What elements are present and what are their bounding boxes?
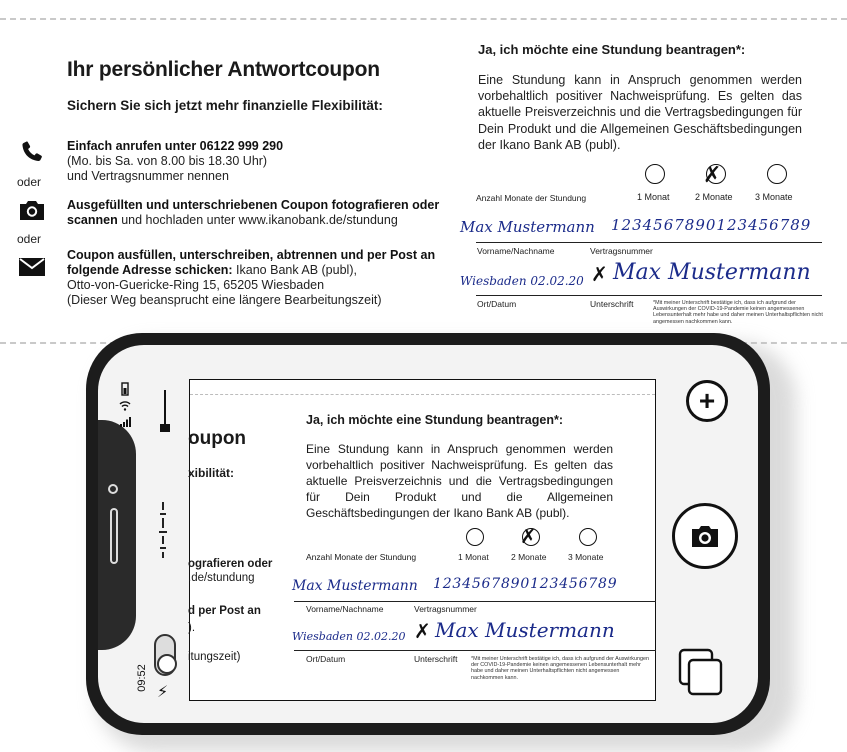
preview-option-3: 3 Monate [568, 552, 604, 562]
preview-radio-3 [579, 528, 597, 546]
camera-mode-wheel[interactable] [156, 500, 170, 560]
flash-icon[interactable]: ⚡ [157, 684, 169, 701]
name-line [476, 242, 822, 243]
preview-place-date-handwritten: Wiesbaden 02.02.20 [292, 630, 406, 643]
preview-signature-handwritten: Max Mustermann [435, 618, 615, 642]
phone-hours: (Mo. bis Sa. von 8.00 bis 18.30 Uhr) [67, 154, 268, 168]
preview-name-line [294, 601, 656, 602]
preview-fragment-subtitle: xibilität: [188, 466, 235, 480]
months-label: Anzahl Monate der Stundung [476, 193, 587, 203]
phone-icon [18, 138, 46, 166]
zoom-slider-handle[interactable] [160, 424, 170, 432]
camera-icon [18, 196, 46, 224]
preview-cut-line [190, 394, 655, 395]
preview-name-caption: Vorname/Nachname [306, 604, 384, 614]
place-date-handwritten: Wiesbaden 02.02.20 [460, 274, 584, 288]
preview-option-2: 2 Monate [511, 552, 547, 562]
phone-contact-block [67, 139, 283, 184]
preview-option-1: 1 Monat [458, 552, 489, 562]
preview-fragment-note: itungszeit) [188, 651, 241, 663]
phone-line: Einfach anrufen unter 06122 999 290 [67, 139, 284, 153]
photo-upload-url: und hochladen unter www.ikanobank.de/stundung [117, 213, 398, 227]
oder-label-1: oder [17, 175, 42, 189]
preview-signature-caption: Unterschrift [414, 654, 458, 664]
signature-handwritten: Max Mustermann [613, 260, 811, 285]
mail-address: Otto-von-Guericke-Ring 15, 65205 Wiesbaden [67, 278, 325, 292]
option-label-2: 2 Monate [695, 192, 733, 202]
photo-video-toggle[interactable] [154, 634, 176, 676]
coupon-title: Ihr persönlicher Antwortcoupon [67, 58, 380, 81]
form-heading: Ja, ich möchte eine Stundung beantragen*: [478, 42, 746, 57]
mail-line: Coupon ausfüllen, unterschreiben, abtrennen und per Post an [67, 248, 436, 262]
gallery-icon[interactable] [678, 648, 724, 698]
signal-icon [119, 416, 131, 428]
battery-icon [120, 382, 130, 396]
preview-signature-line [294, 650, 656, 651]
place-date-caption: Ort/Datum [477, 299, 517, 309]
preview-fragment-mail: d per Post an [188, 605, 261, 617]
preview-fragment-photo: ografieren oder [188, 558, 273, 570]
checked-x-mark: ✗ [703, 162, 722, 187]
preview-name-handwritten: Max Mustermann [292, 578, 418, 594]
photo-line: Ausgefüllten und unterschriebenen Coupon fotografieren oder [67, 198, 440, 212]
cut-line-top [0, 18, 847, 20]
signature-line [476, 295, 822, 296]
mail-post-block [67, 248, 435, 308]
plus-icon[interactable]: + [686, 380, 728, 422]
preview-signature-x: ✗ [414, 621, 431, 643]
phone-note: und Vertragsnummer nennen [67, 169, 229, 183]
signature-x-mark: ✗ [591, 264, 608, 286]
name-caption: Vorname/Nachname [477, 246, 555, 256]
mail-icon [18, 253, 46, 281]
camera-preview [189, 379, 656, 701]
signature-caption: Unterschrift [590, 299, 634, 309]
contract-caption: Vertragsnummer [590, 246, 653, 256]
preview-fragment-title: oupon [188, 428, 247, 449]
preview-fragment-url: .de/stundung [188, 572, 255, 584]
photo-scan-word: scannen [67, 213, 118, 227]
preview-form-heading: Ja, ich möchte eine Stundung beantragen*: [306, 413, 563, 427]
coupon-subtitle: Sichern Sie sich jetzt mehr finanzielle Flexibilität: [67, 98, 383, 113]
mail-address-intro: folgende Adresse schicken: [67, 263, 233, 277]
form-paragraph: Eine Stundung kann in Anspruch genommen werden vorbehaltlich positiver Nachweisprüfung. Es gelten das aktuelle Preisverzeichnis und die Vertragsbedingungen für Dein Produkt und die Allgemeinen Geschäftsbedingungen der Ikano Bank AB (publ). [478, 73, 802, 152]
speaker-slot [110, 508, 118, 564]
preview-radio-1 [466, 528, 484, 546]
preview-contract-caption: Vertragsnummer [414, 604, 477, 614]
footnote-text: *Mit meiner Unterschrift bestätige ich, dass ich aufgrund der Auswirkungen der COVID-19-Pandemie keinen angemessenen Lebensunterhalt mehr habe und daher meinen Unterhaltspflichten nicht angemessen nachkommen kann. [653, 300, 823, 325]
preview-form-paragraph: Eine Stundung kann in Anspruch genommen werden vorbehaltlich positiver Nachweisprüfung. Es gelten das aktuelle Preisverzeichnis und die Vertragsbedingungen für Dein Produkt und die Allgemeinen Geschäftsbedingungen der Ikano Bank AB (publ). [306, 442, 613, 520]
name-handwritten: Max Mustermann [460, 218, 595, 236]
mail-company: Ikano Bank AB (publ), [232, 263, 357, 277]
mail-note: (Dieser Weg beansprucht eine längere Bearbeitungszeit) [67, 293, 382, 307]
status-time: 09:52 [135, 664, 148, 692]
preview-footnote: *Mit meiner Unterschrift bestätige ich, dass ich aufgrund der Auswirkungen der COVID-19-Pandemie keinen angemessenen Lebensunterhalt mehr habe und daher meinen Unterhaltspflichten nicht angemessen nachkommen kann. [471, 656, 649, 681]
oder-label-2: oder [17, 232, 42, 246]
radio-3-months[interactable] [767, 164, 787, 184]
preview-checked-x: ✗ [520, 526, 537, 548]
preview-contract-handwritten: 1234567890123456789 [433, 576, 618, 592]
camera-shutter-icon[interactable] [672, 503, 738, 569]
preview-place-date-caption: Ort/Datum [306, 654, 346, 664]
contract-number-handwritten: 1234567890123456789 [611, 216, 812, 234]
option-label-1: 1 Monat [637, 192, 670, 202]
photo-upload-block [67, 198, 439, 228]
preview-months-label: Anzahl Monate der Stundung [306, 552, 417, 562]
option-label-3: 3 Monate [755, 192, 793, 202]
radio-1-month[interactable] [645, 164, 665, 184]
wifi-icon [119, 400, 131, 412]
front-camera-dot [108, 484, 118, 494]
preview-fragment-address: ). [188, 622, 196, 634]
